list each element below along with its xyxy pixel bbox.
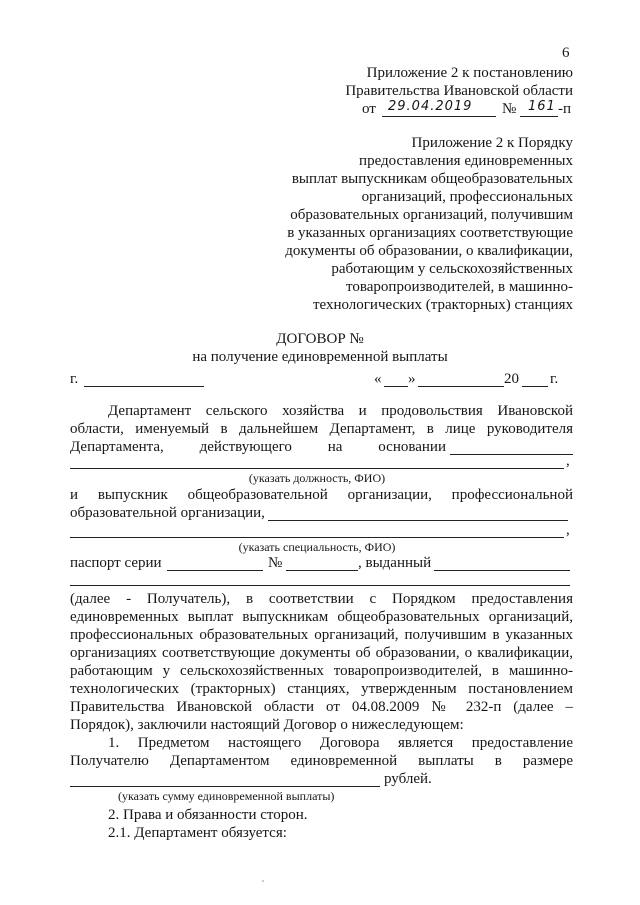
passport-issued-blank-2 [70, 585, 570, 586]
p3-line: технологических (тракторных) станциях, утвержденным постановлением [70, 681, 573, 697]
p3-line: Правительства Ивановской области от 04.08.2009 № 232-п (далее – [70, 699, 573, 715]
passport-series-label: паспорт серии [70, 555, 162, 571]
p3-line: (далее - Получатель), в соответствии с Порядком предоставления [70, 591, 573, 607]
p3-line: единовременных выплат выпускникам общеобразовательных организаций, [70, 609, 573, 625]
contract-subtitle: на получение единовременной выплаты [192, 349, 448, 365]
header-order-line: работающим у сельскохозяйственных [331, 261, 573, 277]
p1-line3: Департамента, действующего на основании [70, 439, 446, 455]
item1-line2: Получателю Департаментом единовременной выплаты в размере [70, 753, 573, 769]
date-close-quote: » [408, 371, 416, 387]
header-order-line: организаций, профессиональных [361, 189, 573, 205]
month-blank [418, 386, 504, 387]
p3-line: работающим у сельскохозяйственных товаропроизводителей, в машинно- [70, 663, 573, 679]
p3-last-line: Порядок), заключили настоящий Договор о нижеследующем: [70, 717, 464, 733]
header-order-line: выплат выпускникам общеобразовательных [291, 171, 573, 187]
year-suffix: г. [550, 371, 559, 387]
organization-blank [268, 520, 568, 521]
city-blank [84, 386, 204, 387]
header-number-label: № [502, 101, 517, 117]
header-resolution-line1: Приложение 2 к постановлению [366, 65, 573, 81]
passport-series-blank [167, 570, 263, 571]
header-order-line: в указанных организациях соответствующие [287, 225, 573, 241]
header-order-line: образовательных организаций, получившим [290, 207, 573, 223]
header-order-line: предоставления единовременных [359, 153, 573, 169]
handwritten-number: 161 [528, 99, 556, 114]
item2-heading: 2. Права и обязанности сторон. [108, 807, 308, 823]
header-order-line: товаропроизводителей, в машинно- [346, 279, 573, 295]
rubles-label: рублей. [384, 771, 432, 787]
scan-speck [262, 880, 264, 882]
passport-number-label: № [268, 555, 283, 571]
passport-number-blank [286, 570, 358, 571]
passport-issued-blank [434, 570, 570, 571]
item1-line1: 1. Предметом настоящего Договора является предоставление [108, 735, 573, 751]
date-underline [382, 116, 496, 117]
city-prefix: г. [70, 371, 79, 387]
caption-amount: (указать сумму единовременной выплаты) [118, 789, 335, 803]
p1-line2: области, именуемый в дальнейшем Департамент, в лице руководителя [70, 421, 573, 437]
date-open-quote: « [374, 371, 382, 387]
caption-position: (указать должность, ФИО) [248, 471, 386, 485]
basis-blank [450, 454, 573, 455]
day-blank [384, 386, 408, 387]
header-from-label: от [362, 101, 376, 117]
contract-title: ДОГОВОР № [276, 331, 364, 347]
header-order-line: Приложение 2 к Порядку [411, 135, 573, 151]
p3-line: профессиональных образовательных организаций, получившим в указанных [70, 627, 573, 643]
header-number-suffix: -п [558, 101, 572, 117]
year-prefix: 20 [504, 371, 519, 387]
passport-issued-label: , выданный [358, 555, 432, 571]
page-number: 6 [562, 45, 570, 61]
comma: , [566, 522, 570, 538]
year-blank [522, 386, 548, 387]
p2-line2: образовательной организации, [70, 505, 265, 521]
caption-specialty: (указать специальность, ФИО) [238, 540, 396, 554]
p2-line1: и выпускник общеобразовательной организации, профессиональной [70, 487, 573, 503]
handwritten-date: 29.04.2019 [388, 99, 473, 114]
header-resolution-line2: Правительства Ивановской области [345, 83, 573, 99]
header-order-line: документы об образовании, о квалификации, [285, 243, 573, 259]
item21-heading: 2.1. Департамент обязуется: [108, 825, 287, 841]
number-underline [520, 116, 558, 117]
header-order-line: технологических (тракторных) станциях [312, 297, 573, 313]
p3-line: организациях соответствующие документы об образовании, о квалификации, [70, 645, 573, 661]
p1-line1: Департамент сельского хозяйства и продовольствия Ивановской [108, 403, 573, 419]
comma: , [566, 453, 570, 469]
